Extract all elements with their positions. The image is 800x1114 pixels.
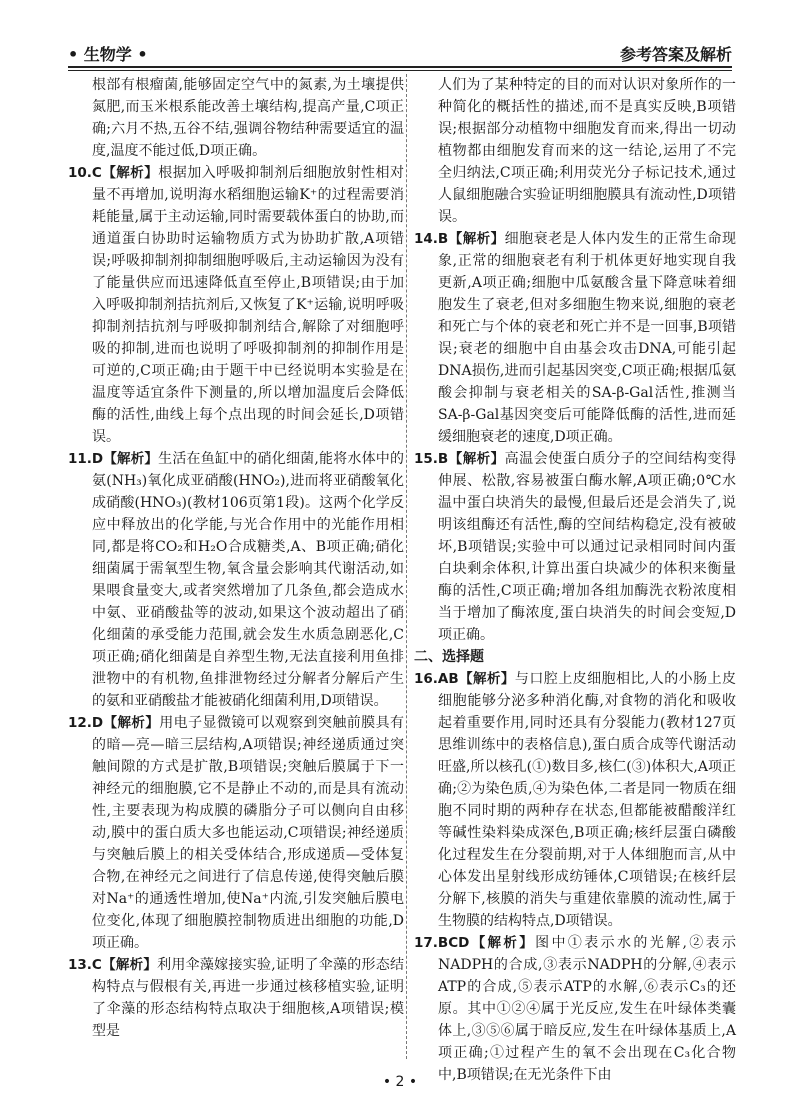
answer-number: 16.AB [414,671,459,687]
answer-text: 与口腔上皮细胞相比,人的小肠上皮细胞能够分泌多种消化酶,对食物的消化和吸收起着重要作用,同时还具有分裂能力(教材127页思维训练中的表格信息),蛋白质合成等代谢活动旺盛,所以核孔(①)数目多,核仁(③)体积大,A项正确;②为染色质,④为染色体,二者是同一物质在细胞不同时期的两种存在状态,但都能被醋酸洋红等碱性染料染成深色,B项正确;核纤层蛋白磷酸化过程发生在分裂前期,对于人体细胞而言,从中心体发出星射线形成纺锤体,C项错误;在核纤层分解下,核膜的消失与重建依靠膜的流动性,属于生物膜的结构特点,D项错误。 [438,671,737,929]
answer-text: 高温会使蛋白质分子的空间结构变得伸展、松散,容易被蛋白酶水解,A项正确;0℃水温中蛋白块消失的最慢,但最后还是会消失了,说明该组酶还有活性,酶的空间结构稳定,没有被破坏,B项错误;实验中可以通过记录相同时间内蛋白块剩余体积,计算出蛋白块减少的体积来衡量酶的活性,C项正确;增加各组加酶洗衣粉浓度相当于增加了酶浓度,蛋白块消失的时间会变短,D项正确。 [438,451,737,643]
header-rule-thin [68,70,732,71]
answer-15 [414,448,736,646]
section-title: 参考答案及解析 [619,45,732,64]
answer-number: 14.B [414,231,449,247]
answer-number: 17.BCD [414,935,470,951]
right-column [414,74,737,1083]
analysis-tag: 【解析】 [448,451,505,467]
answer-17 [414,932,736,1086]
page-header [68,36,732,66]
answer-14 [414,228,736,448]
answer-text: 根据加入呼吸抑制剂后细胞放射性相对量不再增加,说明海水稻细胞运输K⁺的过程需要消耗能量,属于主动运输,同时需要载体蛋白的协助,而通道蛋白协助时运输物质方式为协助扩散,A项错误;呼吸抑制剂抑制细胞呼吸后,主动运输因为没有了能量供应而迅速降低直至停止,B项错误;由于加入呼吸抑制剂拮抗剂后,又恢复了K⁺运输,说明呼吸抑制剂拮抗剂与呼吸抑制剂结合,解除了对细胞呼吸的抑制,进而也说明了呼吸抑制剂的抑制作用是可逆的,C项正确;由于题干中已经说明本实验是在温度等适宜条件下测量的,所以增加温度后会降低酶的活性,曲线上每个点出现的时间会延长,D项错误。 [92,165,404,445]
answer-13 [68,954,404,1042]
answer-number: 12.D [68,715,104,731]
answer-text: 生活在鱼缸中的硝化细菌,能将水体中的氨(NH₃)氧化成亚硝酸(HNO₂),进而将亚硝酸氧化成硝酸(HNO₃)(教材106页第1段)。这两个化学反应中释放出的化学能,与光合作用中的光能作用相同,都是将CO₂和H₂O合成糖类,A、B项正确;硝化细菌属于需氧型生物,氧含量会影响其代谢活动,如果喂食量变大,或者突然增加了几条鱼,都会造成水中氨、亚硝酸盐等的波动,如果这个波动超出了硝化细菌的承受能力范围,就会发生水质急剧恶化,C项正确;硝化细菌是自养型生物,无法直接利用鱼排泄物中的有机物,鱼排泄物经过分解者分解后产生的氨和亚硝酸盐才能被硝化细菌利用,D项错误。 [92,451,405,709]
analysis-tag: 【解析】 [458,671,515,687]
column-divider [406,74,407,1059]
analysis-tag: 【解析】 [469,935,536,951]
answer-text: 图中①表示水的光解,②表示NADPH的合成,③表示NADPH的分解,④表示ATP的合成,⑤表示ATP的水解,⑥表示C₃的还原。其中①②④属于光反应,发生在叶绿体类囊体上,③⑤⑥属于暗反应,发生在叶绿体基质上,A项正确;①过程产生的氧不会出现在C₃化合物中,B项错误;在无光条件下由 [438,935,737,1083]
answer-text: 用电子显微镜可以观察到突触前膜具有的暗—亮—暗三层结构,A项错误;神经递质通过突触间隙的方式是扩散,B项错误;突触后膜属于下一神经元的细胞膜,它不是静止不动的,而是具有流动性,主要表现为构成膜的磷脂分子可以侧向自由移动,膜中的蛋白质大多也能运动,C项错误;神经递质与突触后膜上的相关受体结合,形成递质—受体复合物,在神经元之间进行了信息传递,使得突触后膜对Na⁺的通透性增加,使Na⁺内流,引发突触后膜电位变化,体现了细胞膜控制物质进出细胞的功能,D项正确。 [92,715,405,951]
answer-11 [68,448,404,712]
answer-13-continuation: 人们为了某种特定的目的而对认识对象所作的一种简化的概括性的描述,而不是真实反映,B项错误;根据部分动植物中细胞发育而来,得出一切动植物都由细胞发育而来的这一结论,运用了不完全归纳法,C项正确;利用荧光分子标记技术,通过人鼠细胞融合实验证明细胞膜具有流动性,D项错误。 [438,77,736,225]
left-column [68,74,404,1074]
answer-number: 15.B [414,451,449,467]
analysis-tag: 【解析】 [448,231,505,247]
header-rule-thick [68,66,732,68]
page-number: • 2 • [382,1074,418,1090]
answer-number: 11.D [68,451,104,467]
analysis-tag: 【解析】 [103,715,160,731]
answer-text: 细胞衰老是人体内发生的正常生命现象,正常的细胞衰老有利于机体更好地实现自我更新,A项正确;细胞中瓜氨酸含量下降意味着细胞发生了衰老,但对多细胞生物来说,细胞的衰老和死亡与个体的衰老和死亡并不是一回事,B项错误;衰老的细胞中自由基会攻击DNA,可能引起DNA损伤,进而引起基因突变,C项正确;根据瓜氨酸会抑制与衰老相关的SA-β-Gal活性,推测当SA-β-Gal基因突变后可能降低酶的活性,进而延缓细胞衰老的速度,D项正确。 [438,231,737,445]
answer-number: 10.C [68,165,102,181]
answer-10 [68,162,404,448]
subject-label: • 生物学 • [68,45,148,64]
answer-16 [414,668,736,932]
answer-number: 13.C [68,957,102,973]
answer-9-continuation: 根部有根瘤菌,能够固定空气中的氮素,为土壤提供氮肥,而玉米根系能改善土壤结构,提高产量,C项正确;六月不热,五谷不结,强调谷物结种需要适宜的温度,温度不能过低,D项正确。 [92,77,404,159]
analysis-tag: 【解析】 [101,165,159,181]
analysis-tag: 【解析】 [103,451,159,467]
section-heading: 二、选择题 [414,649,484,665]
answer-text: 利用伞藻嫁接实验,证明了伞藻的形态结构特点与假根有关,再进一步通过核移植实验,证明了伞藻的形态结构特点取决于细胞核,A项错误;模型是 [92,957,405,1039]
answer-12 [68,712,404,954]
analysis-tag: 【解析】 [101,957,158,973]
